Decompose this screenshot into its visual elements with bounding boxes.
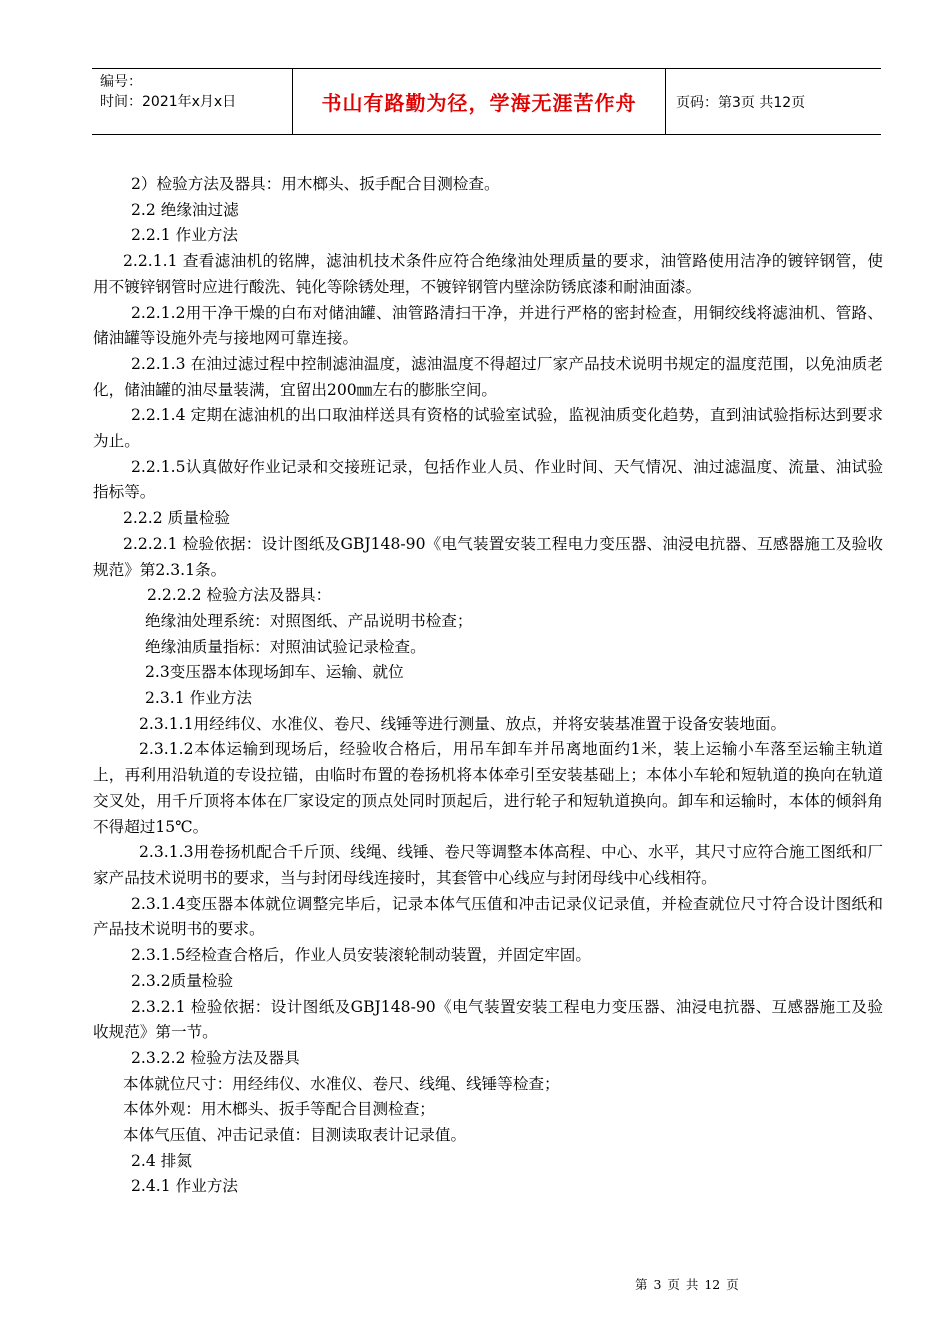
body-paragraph: 2.2.1.2用干净干燥的白布对储油罐、油管路清扫干净，并进行严格的密封检查，用铜绞线将滤油机、管路、储油罐等设施外壳与接地网可靠连接。 [93,303,883,348]
header-meta [92,69,293,134]
header-motto: 书山有路勤为径，学海无涯苦作舟 [293,69,666,134]
body-paragraph: 2.2.2.1 检验依据：设计图纸及GBJ148-90《电气装置安装工程电力变压器、油浸电抗器、互感器施工及验收规范》第2.3.1条。 [93,534,883,579]
body-paragraph: 2.4.1 作业方法 [131,1177,239,1196]
body-paragraph: 2.3.1.5经检查合格后，作业人员安装滚轮制动装置，并固定牢固。 [131,946,591,965]
body-paragraph: 2.3.2.2 检验方法及器具 [131,1048,300,1067]
page-header [92,68,881,135]
body-paragraph: 2.4 排氮 [131,1151,192,1170]
body-paragraph: 本体气压值、冲击记录值：目测读取表计记录值。 [123,1126,467,1145]
body-paragraph: 2.3.1.1用经纬仪、水准仪、卷尺、线锤等进行测量、放点，并将安装基准置于设备安装地面。 [139,714,787,733]
body-paragraph: 2.2.2 质量检验 [123,509,231,528]
body-paragraph: 2.2.1.1 查看滤油机的铭牌，滤油机技术条件应符合绝缘油处理质量的要求，油管路使用洁净的镀锌钢管，使用不镀锌钢管时应进行酸洗、钝化等除锈处理，不镀锌钢管内壁涂防锈底漆和耐油面漆。 [93,252,883,296]
page-footer: 第 3 页 共 12 页 [635,1277,739,1292]
body-paragraph: 2.3变压器本体现场卸车、运输、就位 [145,663,404,682]
document-number-label: 编号： [100,74,142,90]
body-paragraph: 2.3.2.1 检验依据：设计图纸及GBJ148-90《电气装置安装工程电力变压器、油浸电抗器、互感器施工及验收规范》第一节。 [93,997,883,1042]
body-paragraph: 2.3.1.4变压器本体就位调整完毕后，记录本体气压值和冲击记录仪记录值，并检查就位尺寸符合设计图纸和产品技术说明书的要求。 [93,894,883,939]
body-paragraph: 本体外观：用木榔头、扳手等配合目测检查； [123,1100,435,1119]
body-paragraph: 2.2.2.2 检验方法及器具： [147,586,332,605]
header-page-info: 页码：第3页 共12页 [676,94,806,111]
body-paragraph: 2.2.1.3 在油过滤过程中控制滤油温度，滤油温度不得超过厂家产品技术说明书规定的温度范围，以免油质老化，储油罐的油尽量装满，宜留出200㎜左右的膨胀空间。 [93,354,883,399]
body-paragraph: 2）检验方法及器具：用木榔头、扳手配合目测检查。 [131,175,500,193]
body-paragraph: 2.2 绝缘油过滤 [131,200,239,219]
body-paragraph: 2.3.1.3用卷扬机配合千斤顶、线绳、线锤、卷尺等调整本体高程、中心、水平，其尺寸应符合施工图纸和厂家产品技术说明书的要求，当与封闭母线连接时，其套管中心线应与封闭母线中心线相符。 [93,843,883,887]
body-paragraph: 2.3.2质量检验 [131,971,234,990]
body-paragraph: 2.2.1.5认真做好作业记录和交接班记录，包括作业人员、作业时间、天气情况、油过滤温度、流量、油试验指标等。 [93,457,883,502]
body-paragraph: 2.2.1 作业方法 [131,226,239,245]
document-body [93,172,883,1200]
body-paragraph: 2.2.1.4 定期在滤油机的出口取油样送具有资格的试验室试验，监视油质变化趋势，直到油试验指标达到要求为止。 [93,406,883,451]
document-time-label: 时间：2021年x月x日 [100,94,237,110]
body-paragraph: 绝缘油处理系统：对照图纸、产品说明书检查； [145,611,473,630]
body-paragraph: 2.3.1.2本体运输到现场后，经验收合格后，用吊车卸车并吊离地面约1米，装上运输小车落至运输主轨道上，再利用沿轨道的专设拉锚，由临时布置的卷扬机将本体牵引至安装基础上；本体小车轮和短轨道的换向在轨道交叉处，用千斤顶将本体在厂家设定的顶点处同时顶起后，进行轮子和短轨道换向。卸车和运输时，本体的倾斜角不得超过15℃。 [93,740,883,836]
body-paragraph: 本体就位尺寸：用经纬仪、水准仪、卷尺、线绳、线锤等检查； [123,1074,560,1093]
body-paragraph: 2.3.1 作业方法 [145,689,253,708]
body-paragraph: 绝缘油质量指标：对照油试验记录检查。 [145,637,426,656]
